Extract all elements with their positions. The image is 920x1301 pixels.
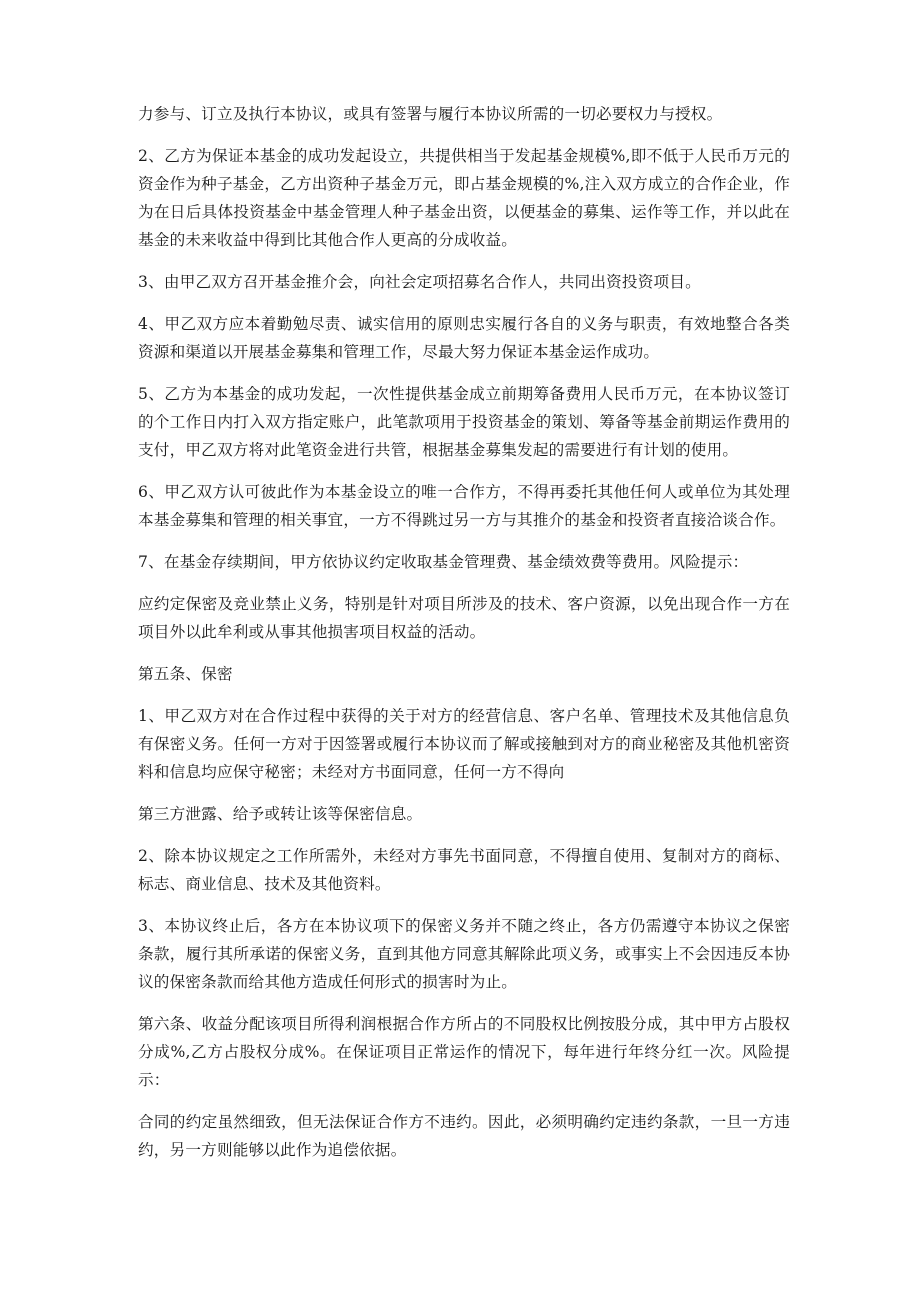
paragraph-diligence: 4、甲乙双方应本着勤勉尽责、诚实信用的原则忠实履行各自的义务与职责，有效地整合各类资源和渠道以开展基金募集和管理工作，尽最大努力保证本基金运作成功。: [138, 315, 790, 361]
paragraph-seed-fund: 2、乙方为保证本基金的成功发起设立，共提供相当于发起基金规模%,即不低于人民币万元的资金作为种子基金，乙方出资种子基金万元，即占基金规模的%,注入双方成立的合作企业，作为在日后具体投资基金中基金管理人种子基金出资，以便基金的募集、运作等工作，并以此在基金的未来收益中得到比其他合作人更高的分成收益。: [138, 147, 790, 249]
section-heading-profit-distribution: 第六条、收益分配该项目所得利润根据合作方所占的不同股权比例按股分成，其中甲方占股权分成%,乙方占股权分成%。在保证项目正常运作的情况下，每年进行年终分红一次。风险提示：: [138, 1015, 790, 1089]
paragraph-confidentiality-2: 2、除本协议规定之工作所需外，未经对方事先书面同意，不得擅自使用、复制对方的商标、标志、商业信息、技术及其他资料。: [138, 847, 790, 893]
paragraph-management-fee: 7、在基金存续期间，甲方依协议约定收取基金管理费、基金绩效费等费用。风险提示：: [138, 553, 749, 571]
paragraph-fund-promotion: 3、由甲乙双方召开基金推介会，向社会定项招募名合作人，共同出资投资项目。: [138, 273, 701, 291]
section-heading-confidentiality: 第五条、保密: [138, 665, 233, 683]
paragraph-confidentiality-3: 3、本协议终止后，各方在本协议项下的保密义务并不随之终止，各方仍需遵守本协议之保密条款，履行其所承诺的保密义务，直到其他方同意其解除此项义务，或事实上不会因违反本协议的保密条款而给其他方造成任何形式的损害时为止。: [138, 917, 790, 991]
paragraph-authority-continuation: 力参与、订立及执行本协议，或具有签署与履行本协议所需的一切必要权力与授权。: [138, 105, 723, 123]
paragraph-breach-risk: 合同的约定虽然细致，但无法保证合作方不违约。因此，必须明确约定违约条款，一旦一方违约，另一方则能够以此作为追偿依据。: [138, 1113, 790, 1159]
paragraph-preparation-fee: 5、乙方为本基金的成功发起，一次性提供基金成立前期筹备费用人民币万元，在本协议签订的个工作日内打入双方指定账户，此笔款项用于投资基金的策划、筹备等基金前期运作费用的支付，甲乙双方将对此笔资金进行共管，根据基金募集发起的需要进行有计划的使用。: [138, 385, 790, 459]
paragraph-non-compete-risk: 应约定保密及竞业禁止义务，特别是针对项目所涉及的技术、客户资源，以免出现合作一方在项目外以此牟利或从事其他损害项目权益的活动。: [138, 595, 790, 641]
paragraph-confidentiality-1-continuation: 第三方泄露、给予或转让该等保密信息。: [138, 805, 423, 823]
document-body: [138, 100, 790, 1178]
paragraph-exclusive-partner: 6、甲乙双方认可彼此作为本基金设立的唯一合作方，不得再委托其他任何人或单位为其处理本基金募集和管理的相关事宜，一方不得跳过另一方与其推介的基金和投资者直接洽谈合作。: [138, 483, 790, 529]
paragraph-confidentiality-1: 1、甲乙双方对在合作过程中获得的关于对方的经营信息、客户名单、管理技术及其他信息负有保密义务。任何一方对于因签署或履行本协议而了解或接触到对方的商业秘密及其他机密资料和信息均应保守秘密；未经对方书面同意，任何一方不得向: [138, 707, 790, 781]
